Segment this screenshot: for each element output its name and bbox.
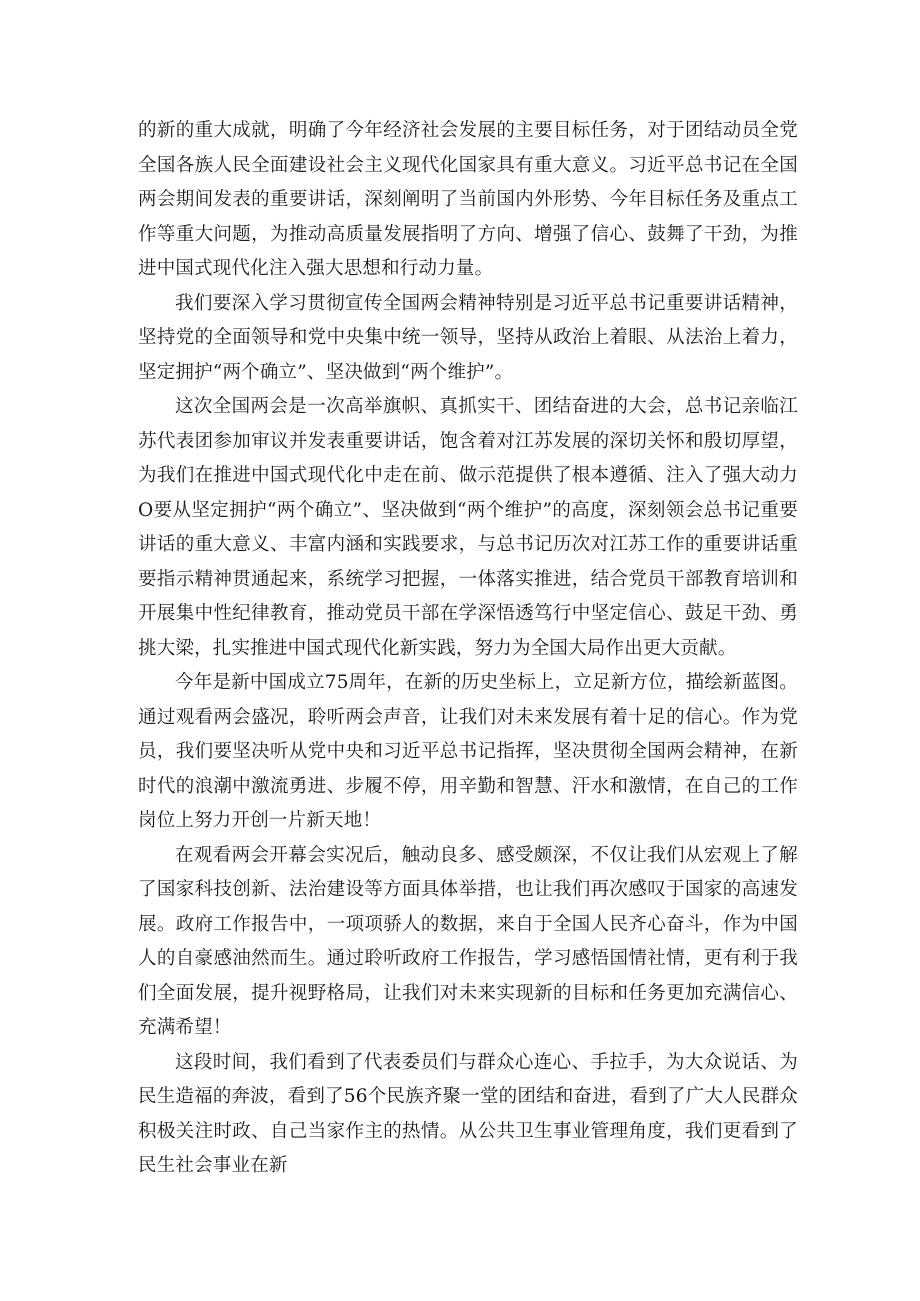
paragraph-75th-anniversary: 今年是新中国成立75周年，在新的历史坐标上，立足新方位，描绘新蓝图。通过观看两会盛况，聆听两会声音，让我们对未来发展有着十足的信心。作为党员，我们要坚决听从党中央和习近平总书记指挥，坚决贯彻全国两会精神，在新时代的浪潮中激流勇进、步履不停，用辛勤和智慧、汗水和激情，在自己的工作岗位上努力开创一片新天地！ [138, 672, 798, 831]
paragraph-representatives: 这段时间，我们看到了代表委员们与群众心连心、手拉手，为大众说话、为民生造福的奔波，看到了56个民族齐聚一堂的团结和奋进，看到了广大人民群众积极关注时政、自己当家作主的热情。从公共卫生事业管理角度，我们更看到了民生社会事业在新 [138, 1051, 798, 1176]
paragraph-continuation: 的新的重大成就，明确了今年经济社会发展的主要目标任务，对于团结动员全党全国各族人民全面建设社会主义现代化国家具有重大意义。习近平总书记在全国两会期间发表的重要讲话，深刻阐明了当前国内外形势、今年目标任务及重点工作等重大问题，为推动高质量发展指明了方向、增强了信心、鼓舞了干劲，为推进中国式现代化注入强大思想和行动力量。 [138, 120, 798, 279]
document-body [138, 114, 798, 1184]
paragraph-study-spirit: 我们要深入学习贯彻宣传全国两会精神特别是习近平总书记重要讲话精神，坚持党的全面领导和党中央集中统一领导，坚持从政治上着眼、从法治上着力，坚定拥护“两个确立”、坚决做到“两个维护”。 [138, 292, 798, 383]
paragraph-opening-session: 在观看两会开幕会实况后，触动良多、感受颇深，不仅让我们从宏观上了解了国家科技创新、法治建设等方面具体举措，也让我们再次感叹于国家的高速发展。政府工作报告中，一项项骄人的数据，来自于全国人民齐心奋斗，作为中国人的自豪感油然而生。通过聆听政府工作报告，学习感悟国情社情，更有利于我们全面发展，提升视野格局，让我们对未来实现新的目标和任务更加充满信心、充满希望！ [138, 844, 798, 1038]
paragraph-jiangsu-delegation: 这次全国两会是一次高举旗帜、真抓实干、团结奋进的大会，总书记亲临江苏代表团参加审议并发表重要讲话，饱含着对江苏发展的深切关怀和殷切厚望，为我们在推进中国式现代化中走在前、做示范提供了根本遵循、注入了强大动力O要从坚定拥护“两个确立”、坚决做到“两个维护”的高度，深刻领会总书记重要讲话的重大意义、丰富内涵和实践要求，与总书记历次对江苏工作的重要讲话重要指示精神贯通起来，系统学习把握，一体落实推进，结合党员干部教育培训和开展集中性纪律教育，推动党员干部在学深悟透笃行中坚定信心、鼓足干劲、勇挑大梁，扎实推进中国式现代化新实践，努力为全国大局作出更大贡献。 [138, 396, 798, 659]
